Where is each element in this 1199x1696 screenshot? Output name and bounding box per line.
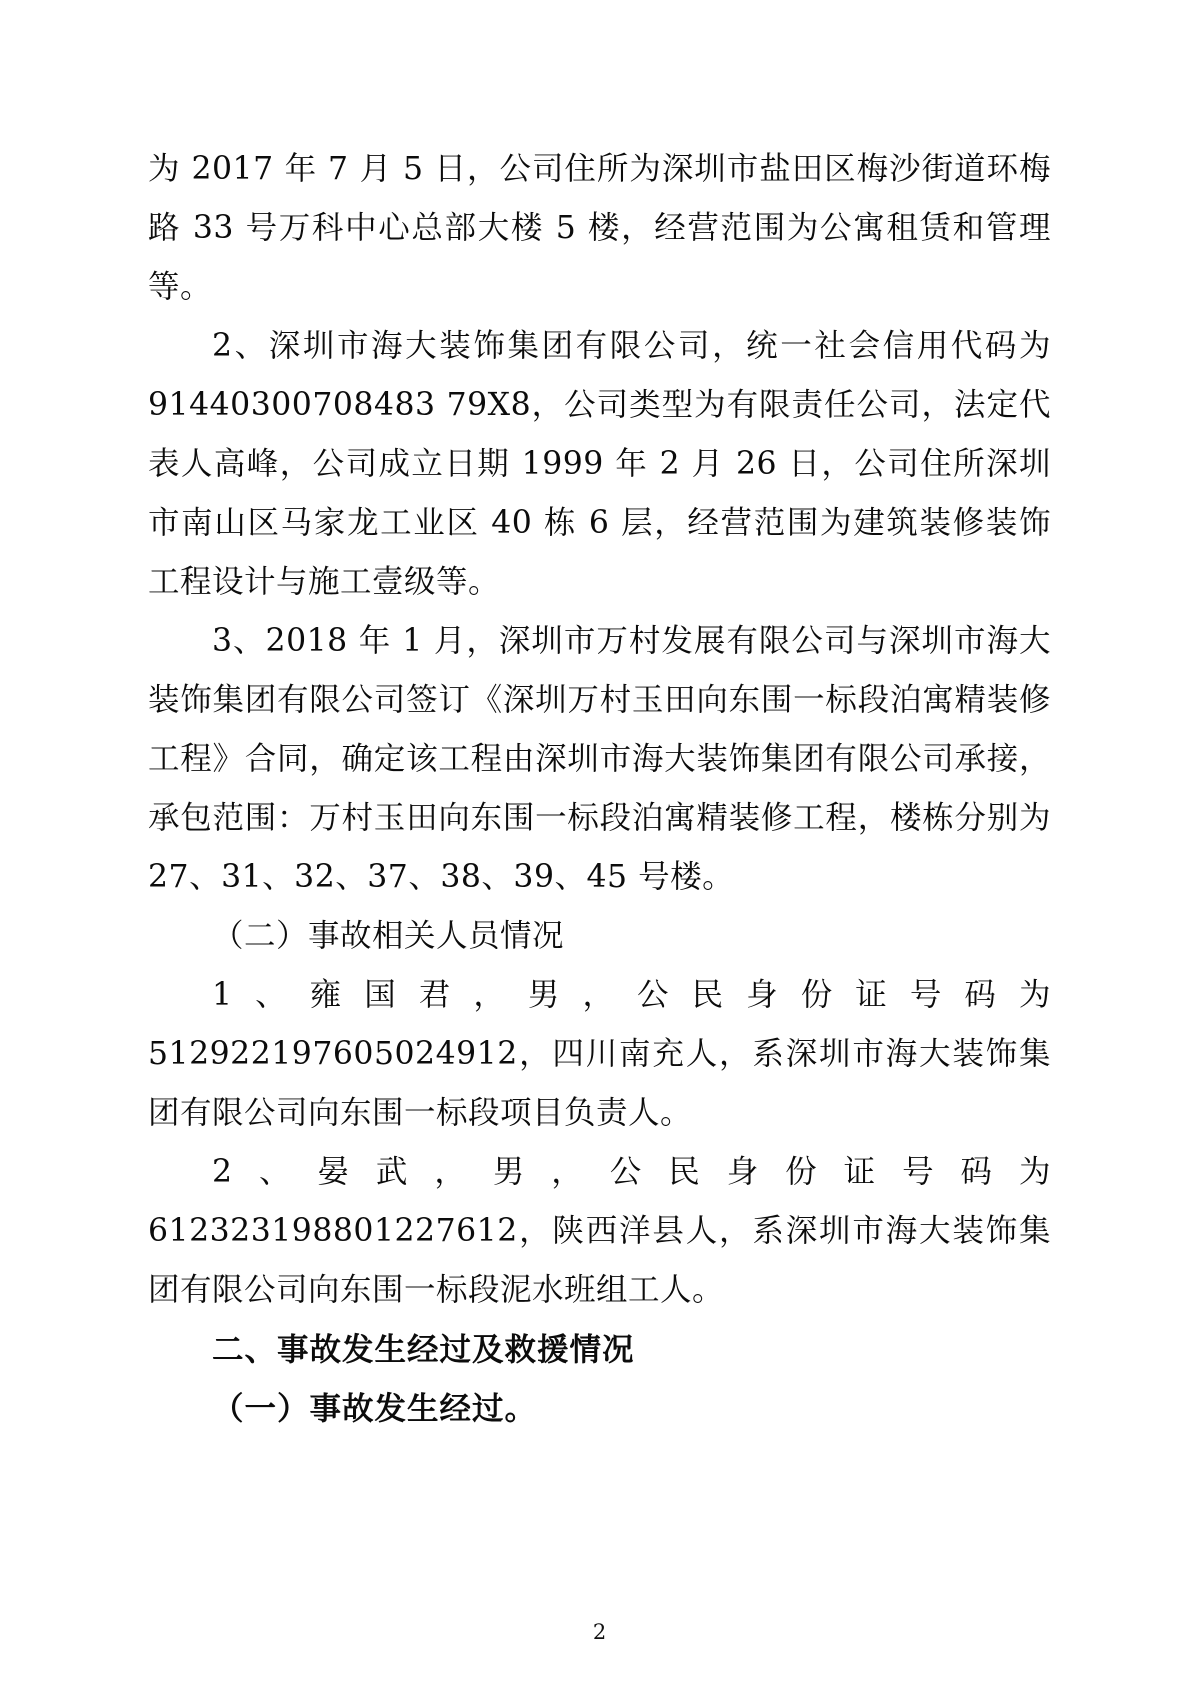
paragraph-person-2: 2、晏武，男，公民身份证号码为 612323198801227612，陕西洋县人，系深圳市海大装饰集团有限公司向东围一标段泥水班组工人。 [148,1154,1051,1308]
paragraph-company-2: 2、深圳市海大装饰集团有限公司，统一社会信用代码为 91440300708483 79X8，公司类型为有限责任公司，法定代表人高峰，公司成立日期 1999 年 2 月 26 日，公司住所深圳市南山区马家龙工业区 40 栋 6 层，经营范围为建筑装修装饰工程设计与施工壹级等。 [148,328,1051,600]
paragraph-contract-3: 3、2018 年 1 月，深圳市万村发展有限公司与深圳市海大装饰集团有限公司签订《深圳万村玉田向东围一标段泊寓精装修工程》合同，确定该工程由深圳市海大装饰集团有限公司承接，承包范围：万村玉田向东围一标段泊寓精装修工程，楼栋分别为 27、31、32、37、38、39、45 号楼。 [148,623,1051,895]
document-body [148,140,1051,1438]
subsection-heading-1: （一）事故发生经过。 [212,1390,538,1427]
paragraph-continuation: 为 2017 年 7 月 5 日，公司住所为深圳市盐田区梅沙街道环梅路 33 号万科中心总部大楼 5 楼，经营范围为公寓租赁和管理等。 [148,151,1051,305]
page-number: 2 [592,1620,607,1644]
paragraph-section-2-title: （二）事故相关人员情况 [212,918,565,954]
paragraph-person-1: 1、雍国君，男，公民身份证号码为 512922197605024912，四川南充人，系深圳市海大装饰集团有限公司向东围一标段项目负责人。 [148,977,1051,1131]
section-heading-2: 二、事故发生经过及救援情况 [212,1331,635,1368]
